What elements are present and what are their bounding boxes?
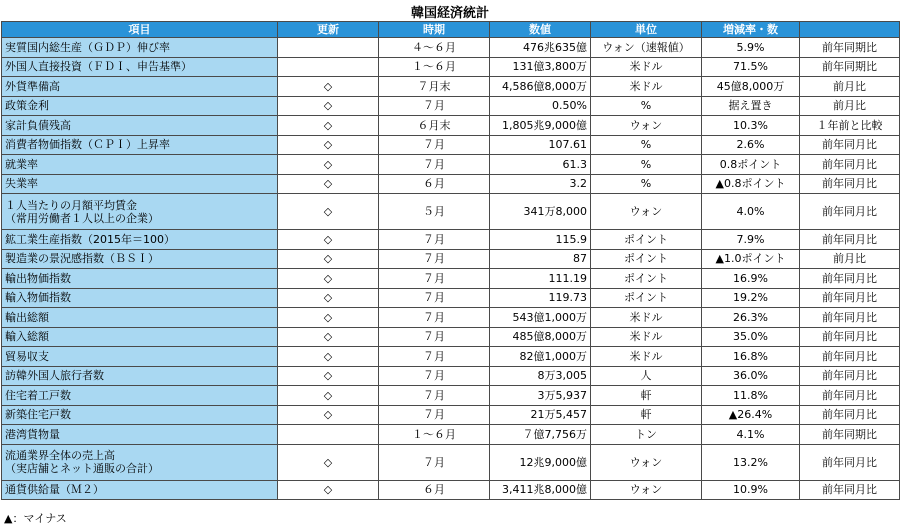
cell-update: ◇ [278, 366, 379, 386]
item-label: 家計負債残高 [5, 118, 71, 132]
table-row [2, 57, 900, 77]
table-row [2, 425, 900, 445]
cell-item [2, 366, 278, 386]
cell-value: 543億1,000万 [490, 308, 591, 328]
cell-change: 4.1% [702, 425, 800, 445]
cell-item [2, 386, 278, 406]
cell-compare: 前年同月比 [800, 405, 900, 425]
item-label: 輸出物価指数 [5, 271, 71, 285]
cell-period: ７月 [379, 444, 490, 480]
item-label: 製造業の景況感指数（ＢＳＩ） [5, 252, 159, 266]
item-label: 輸出総額 [5, 310, 49, 324]
cell-item [2, 116, 278, 136]
cell-period: ７月 [379, 308, 490, 328]
cell-unit: % [591, 135, 702, 155]
item-label: 輸入総額 [5, 330, 49, 344]
cell-item [2, 480, 278, 500]
cell-unit: 米ドル [591, 327, 702, 347]
cell-compare: 前年同月比 [800, 194, 900, 230]
cell-compare: １年前と比較 [800, 116, 900, 136]
cell-item [2, 174, 278, 194]
cell-item [2, 288, 278, 308]
cell-unit: 米ドル [591, 308, 702, 328]
item-label: 鉱工業生産指数（2015年＝100） [5, 232, 175, 246]
cell-item [2, 425, 278, 445]
cell-compare: 前年同月比 [800, 386, 900, 406]
cell-item [2, 327, 278, 347]
cell-unit: % [591, 155, 702, 175]
table-body [2, 38, 900, 500]
cell-update: ◇ [278, 480, 379, 500]
cell-update: ◇ [278, 230, 379, 250]
header-item: 項目 [2, 22, 278, 38]
cell-item [2, 135, 278, 155]
cell-item [2, 96, 278, 116]
cell-period: １～６月 [379, 425, 490, 445]
item-label: 新築住宅戸数 [5, 408, 71, 422]
cell-change: 10.9% [702, 480, 800, 500]
item-sublabel: （実店舗とネット通販の合計） [5, 462, 159, 475]
cell-value: 8万3,005 [490, 366, 591, 386]
cell-change: 71.5% [702, 57, 800, 77]
item-label: 貿易収支 [5, 349, 49, 363]
header-update: 更新 [278, 22, 379, 38]
cell-period: ７月 [379, 288, 490, 308]
cell-unit: ポイント [591, 269, 702, 289]
cell-update: ◇ [278, 386, 379, 406]
table-row [2, 327, 900, 347]
cell-update: ◇ [278, 174, 379, 194]
cell-period: ６月末 [379, 116, 490, 136]
cell-unit: % [591, 174, 702, 194]
cell-unit: トン [591, 425, 702, 445]
cell-value: 3,411兆8,000億 [490, 480, 591, 500]
cell-value: 61.3 [490, 155, 591, 175]
cell-period: ４～６月 [379, 38, 490, 58]
cell-period: ７月 [379, 366, 490, 386]
cell-compare: 前年同期比 [800, 425, 900, 445]
cell-item [2, 444, 278, 480]
cell-unit: ウォン [591, 444, 702, 480]
cell-period: ７月 [379, 386, 490, 406]
cell-period: ７月 [379, 269, 490, 289]
cell-update: ◇ [278, 77, 379, 97]
cell-unit: ウォン [591, 480, 702, 500]
table-row [2, 249, 900, 269]
cell-unit: 軒 [591, 386, 702, 406]
cell-item [2, 57, 278, 77]
cell-change: 4.0% [702, 194, 800, 230]
cell-change: 5.9% [702, 38, 800, 58]
table-row [2, 77, 900, 97]
table-row [2, 308, 900, 328]
cell-value: 485億8,000万 [490, 327, 591, 347]
item-label: 通貨供給量（Ｍ２） [5, 483, 104, 497]
cell-update: ◇ [278, 249, 379, 269]
cell-update: ◇ [278, 347, 379, 367]
cell-change: 11.8% [702, 386, 800, 406]
cell-update: ◇ [278, 327, 379, 347]
item-label: 実質国内総生産（ＧＤＰ）伸び率 [5, 40, 170, 54]
cell-item [2, 405, 278, 425]
cell-value: 111.19 [490, 269, 591, 289]
cell-period: １～６月 [379, 57, 490, 77]
cell-compare: 前年同月比 [800, 174, 900, 194]
cell-value: 82億1,000万 [490, 347, 591, 367]
table-row [2, 288, 900, 308]
cell-compare: 前年同期比 [800, 57, 900, 77]
table-row [2, 135, 900, 155]
cell-compare: 前年同月比 [800, 155, 900, 175]
item-label: 外貨準備高 [5, 79, 60, 93]
cell-compare: 前月比 [800, 77, 900, 97]
cell-change: 45億8,000万 [702, 77, 800, 97]
item-sublabel: （常用労働者１人以上の企業） [5, 211, 159, 225]
cell-period: ７月 [379, 327, 490, 347]
cell-value: 1,805兆9,000億 [490, 116, 591, 136]
cell-period: ５月 [379, 194, 490, 230]
cell-value: 341万8,000 [490, 194, 591, 230]
cell-update: ◇ [278, 194, 379, 230]
cell-change: 2.6% [702, 135, 800, 155]
item-label: 就業率 [5, 157, 38, 171]
cell-value: 0.50% [490, 96, 591, 116]
cell-period: ７月 [379, 249, 490, 269]
cell-unit: 軒 [591, 405, 702, 425]
cell-compare: 前年同月比 [800, 135, 900, 155]
cell-change: 13.2% [702, 444, 800, 480]
cell-compare: 前年同月比 [800, 480, 900, 500]
cell-change: 16.9% [702, 269, 800, 289]
cell-update [278, 425, 379, 445]
cell-item [2, 269, 278, 289]
cell-change: 10.3% [702, 116, 800, 136]
table-row [2, 269, 900, 289]
item-label: 港湾貨物量 [5, 427, 60, 441]
cell-update [278, 38, 379, 58]
cell-compare: 前年同月比 [800, 327, 900, 347]
table-title: 韓国経済統計 [410, 6, 489, 21]
cell-compare: 前年同月比 [800, 269, 900, 289]
item-label: 消費者物価指数（ＣＰＩ）上昇率 [5, 138, 170, 152]
cell-update: ◇ [278, 405, 379, 425]
cell-unit: ウォン [591, 194, 702, 230]
cell-change: 26.3% [702, 308, 800, 328]
cell-unit: 米ドル [591, 77, 702, 97]
cell-change: ▲26.4% [702, 405, 800, 425]
cell-item [2, 77, 278, 97]
item-label: 失業率 [5, 177, 38, 191]
header-unit: 単位 [591, 22, 702, 38]
cell-period: ７月末 [379, 77, 490, 97]
cell-compare: 前月比 [800, 96, 900, 116]
cell-compare: 前月比 [800, 249, 900, 269]
cell-period: ７月 [379, 155, 490, 175]
cell-update: ◇ [278, 116, 379, 136]
cell-update: ◇ [278, 155, 379, 175]
cell-unit: ウォン（速報値） [591, 38, 702, 58]
table-row [2, 230, 900, 250]
cell-value: 119.73 [490, 288, 591, 308]
cell-item [2, 230, 278, 250]
cell-value: 476兆635億 [490, 38, 591, 58]
item-label: 流通業界全体の売上高 [5, 449, 115, 462]
cell-period: ７月 [379, 135, 490, 155]
cell-period: ７月 [379, 405, 490, 425]
cell-unit: ポイント [591, 249, 702, 269]
table-row [2, 405, 900, 425]
cell-change: 19.2% [702, 288, 800, 308]
cell-change: 16.8% [702, 347, 800, 367]
header-compare [800, 22, 900, 38]
cell-unit: 米ドル [591, 347, 702, 367]
cell-value: ７億7,756万 [490, 425, 591, 445]
cell-compare: 前年同月比 [800, 308, 900, 328]
cell-change: 35.0% [702, 327, 800, 347]
stats-table [1, 21, 900, 500]
cell-item [2, 308, 278, 328]
cell-item [2, 249, 278, 269]
table-row [2, 480, 900, 500]
item-label: 住宅着工戸数 [5, 388, 71, 402]
cell-update: ◇ [278, 288, 379, 308]
cell-period: ６月 [379, 174, 490, 194]
table-row [2, 366, 900, 386]
cell-compare: 前年同月比 [800, 347, 900, 367]
table-row [2, 38, 900, 58]
cell-unit: % [591, 96, 702, 116]
header-row [2, 22, 900, 38]
cell-unit: ウォン [591, 116, 702, 136]
cell-update: ◇ [278, 269, 379, 289]
cell-value: 131億3,800万 [490, 57, 591, 77]
cell-period: ７月 [379, 347, 490, 367]
cell-change: 0.8ポイント [702, 155, 800, 175]
cell-compare: 前年同月比 [800, 288, 900, 308]
cell-unit: 人 [591, 366, 702, 386]
cell-compare: 前年同期比 [800, 38, 900, 58]
cell-item [2, 38, 278, 58]
cell-value: 3万5,937 [490, 386, 591, 406]
cell-compare: 前年同月比 [800, 366, 900, 386]
cell-item [2, 194, 278, 230]
cell-compare: 前年同月比 [800, 230, 900, 250]
table-row [2, 386, 900, 406]
footnote: ▲：マイナス [4, 512, 67, 525]
table-row [2, 194, 900, 230]
cell-period: ６月 [379, 480, 490, 500]
table-row [2, 96, 900, 116]
table-row [2, 444, 900, 480]
header-value: 数値 [490, 22, 591, 38]
header-period: 時期 [379, 22, 490, 38]
cell-item [2, 155, 278, 175]
cell-change: 7.9% [702, 230, 800, 250]
cell-unit: ポイント [591, 288, 702, 308]
cell-period: ７月 [379, 230, 490, 250]
cell-value: 107.61 [490, 135, 591, 155]
cell-value: 3.2 [490, 174, 591, 194]
table-row [2, 116, 900, 136]
cell-change: ▲0.8ポイント [702, 174, 800, 194]
item-label: 輸入物価指数 [5, 291, 71, 305]
cell-value: 21万5,457 [490, 405, 591, 425]
item-label: 訪韓外国人旅行者数 [5, 369, 104, 383]
cell-value: 4,586億8,000万 [490, 77, 591, 97]
table-row [2, 155, 900, 175]
table-row [2, 347, 900, 367]
cell-change: 36.0% [702, 366, 800, 386]
cell-unit: ポイント [591, 230, 702, 250]
cell-update: ◇ [278, 444, 379, 480]
cell-period: ７月 [379, 96, 490, 116]
cell-update: ◇ [278, 308, 379, 328]
item-label: 外国人直接投資（ＦＤＩ、申告基準） [5, 60, 192, 74]
cell-change: ▲1.0ポイント [702, 249, 800, 269]
table-row [2, 174, 900, 194]
item-label: １人当たりの月額平均賃金 [5, 198, 137, 212]
cell-unit: 米ドル [591, 57, 702, 77]
cell-update: ◇ [278, 96, 379, 116]
cell-update: ◇ [278, 135, 379, 155]
cell-value: 115.9 [490, 230, 591, 250]
header-change: 増減率・数 [702, 22, 800, 38]
cell-value: 87 [490, 249, 591, 269]
cell-value: 12兆9,000億 [490, 444, 591, 480]
cell-update [278, 57, 379, 77]
cell-change: 据え置き [702, 96, 800, 116]
cell-item [2, 347, 278, 367]
item-label: 政策金利 [5, 99, 49, 113]
cell-compare: 前年同月比 [800, 444, 900, 480]
